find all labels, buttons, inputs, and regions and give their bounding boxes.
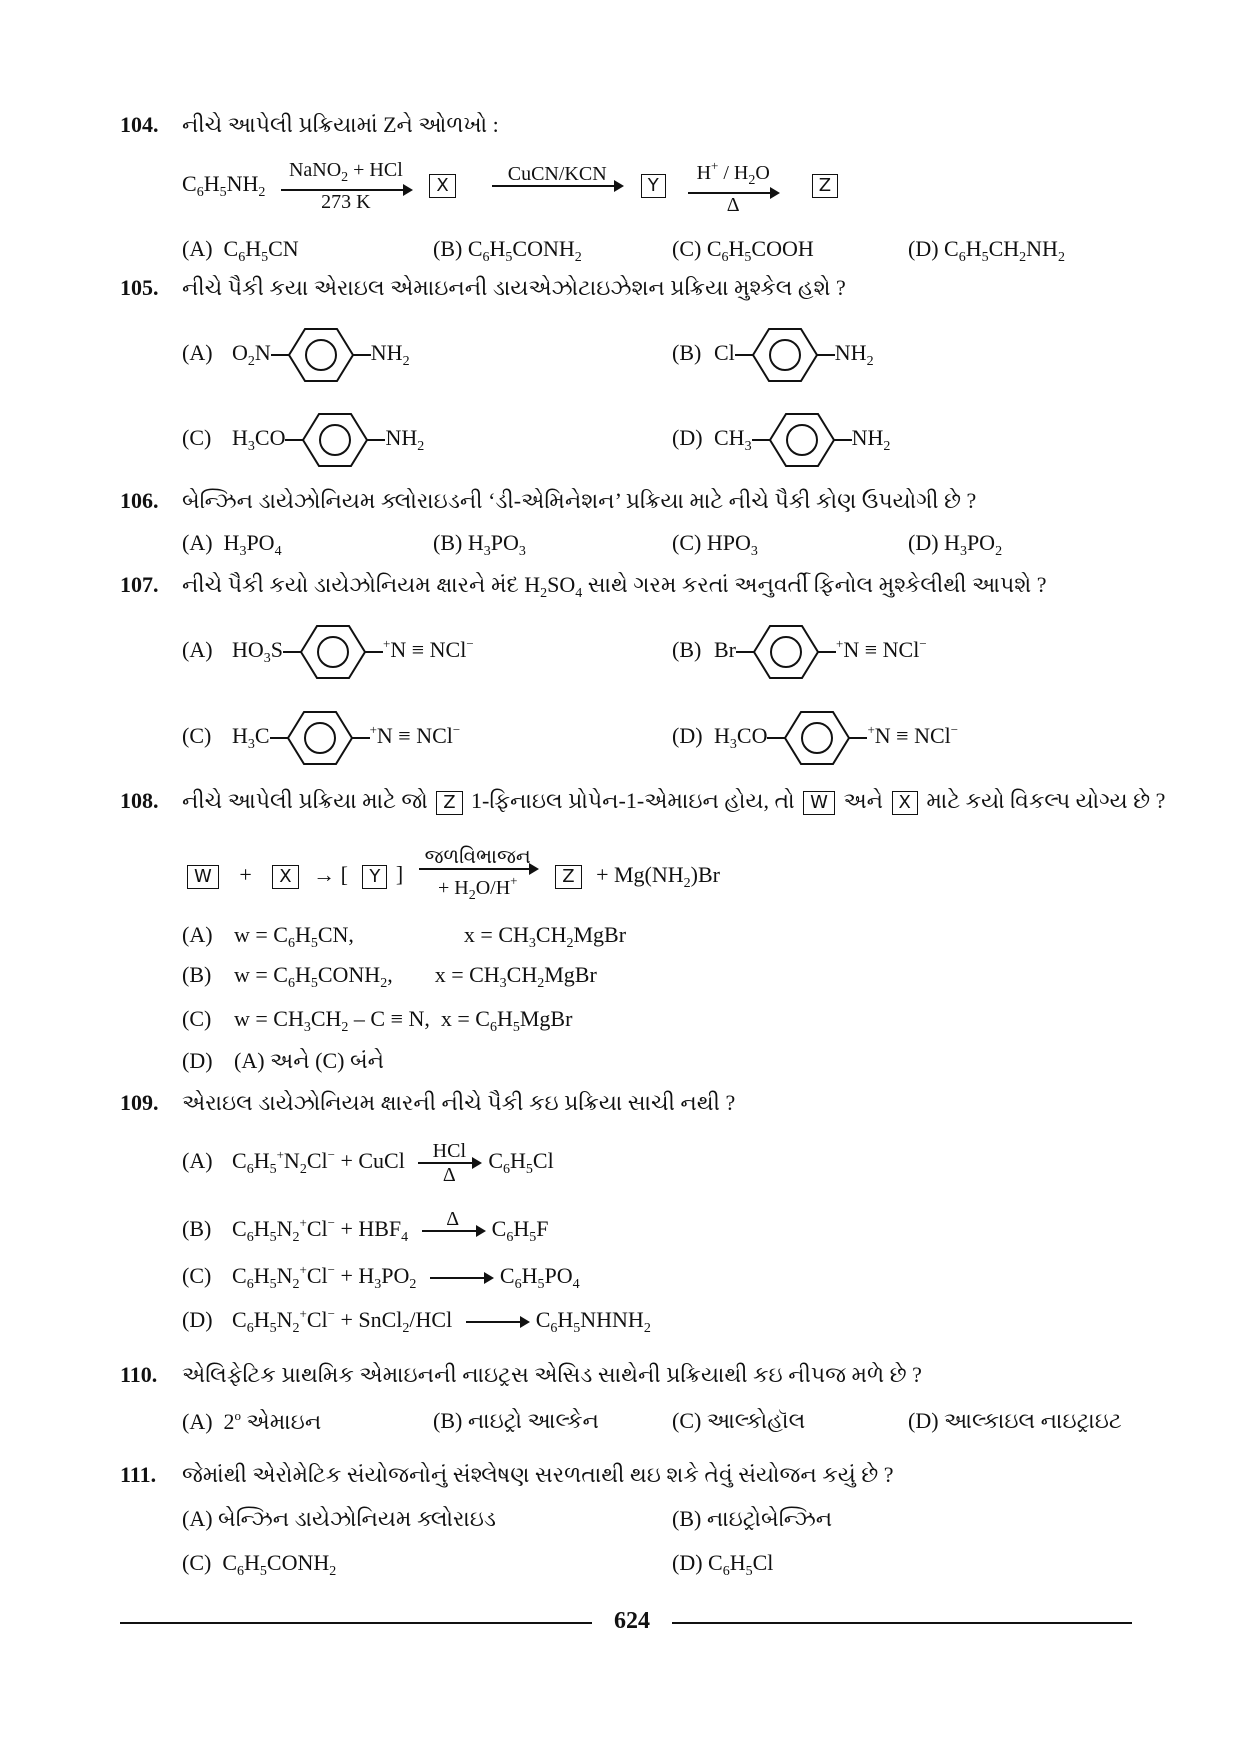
- arrow-reagent-top: NaNO$_2$ + HCl: [288, 158, 403, 185]
- benzene-ring-icon: [767, 708, 867, 768]
- box-w: W: [803, 791, 835, 815]
- option-a[interactable]: (A) બેન્ઝિન ડાયેઝોનિયમ ક્લોરાઇડ: [182, 1506, 496, 1531]
- option-b[interactable]: (B) Cl $NH_2$: [672, 325, 874, 385]
- option-b[interactable]: (B) Br +N ≡ NCl−: [672, 622, 927, 682]
- reaction-scheme-108: W + X → [ Y ] જળવિભાજન + $H_2O/H^+$ $Z + Mg(NH_2)Br$: [184, 846, 720, 907]
- arrow-condition-bottom: Δ: [726, 194, 740, 216]
- option-b[interactable]: (B) નાઇટ્રોબેન્ઝિન: [672, 1506, 833, 1531]
- question-text: એલિફેટિક પ્રાથમિક એમાઇનની નાઇટ્રસ એસિડ સાથેની પ્રક્રિયાથી કઇ નીપજ મળે છે ?: [182, 1362, 922, 1387]
- arrow-reagent-top: CuCN/KCN: [507, 162, 607, 185]
- reaction-arrow: [492, 163, 622, 209]
- box-y: Y: [641, 174, 666, 198]
- option-c[interactable]: (C) $C_6H_5COOH$: [672, 236, 814, 265]
- question-number: 104.: [120, 112, 159, 137]
- box-w: W: [187, 865, 219, 889]
- question-number: 107.: [120, 572, 159, 597]
- option-d[interactable]: (D) $H_3CO$ +N ≡ NCl−: [672, 708, 958, 768]
- reactant: $C_6H_5NH_2$: [182, 170, 266, 200]
- box-z: Z: [555, 865, 581, 889]
- benzene-ring-icon: [285, 410, 385, 470]
- option-c[interactable]: (C) $C_6H_5N_2^+Cl^- + H_3PO_2$ $C_6H_5PO_4$: [182, 1262, 580, 1292]
- benzene-ring-icon: [736, 622, 836, 682]
- box-x: X: [429, 174, 455, 198]
- reaction-arrow: Δ: [422, 1208, 484, 1254]
- option-c[interactable]: (C) $w = CH_3CH_2 - C \equiv N$, $x = C_6H_5MgBr$: [182, 1006, 573, 1035]
- option-b[interactable]: (B) $H_3PO_3$: [433, 530, 526, 559]
- benzene-ring-icon: [271, 325, 371, 385]
- page-number: 624: [614, 1608, 650, 1634]
- option-c[interactable]: (C) $H_3C$ +N ≡ NCl−: [182, 708, 460, 768]
- option-b[interactable]: (B) નાઇટ્રો આલ્કેન: [433, 1408, 599, 1433]
- box-x: X: [272, 865, 298, 889]
- question-text: બેન્ઝિન ડાયેઝોનિયમ ક્લોરાઇડની ‘ડી-એમિનેશન’ પ્રક્રિયા માટે નીચે પૈકી કોણ ઉપયોગી છે ?: [182, 488, 977, 513]
- footer-rule-right: [672, 1622, 1132, 1624]
- reaction-arrow: [430, 1277, 492, 1279]
- question-number: 105.: [120, 275, 159, 300]
- option-d[interactable]: (D) $C_6H_5N_2^+Cl^-$ + SnCl$_2$/HCl $C_6H_5NHNH_2$: [182, 1306, 651, 1336]
- benzene-ring-icon: [735, 325, 835, 385]
- question-text: એરાઇલ ડાયેઝોનિયમ ક્ષારની નીચે પૈકી કઇ પ્રક્રિયા સાચી નથી ?: [182, 1090, 736, 1115]
- reaction-arrow: [419, 846, 537, 907]
- option-a[interactable]: (A) $O_2N$ $NH_2$: [182, 325, 410, 385]
- question-text: નીચે આપેલી પ્રક્રિયા માટે જો Z 1-ફિનાઇલ પ્રોપેન-1-એમાઇન હોય, તો W અને X માટે કયો વિકલ્પ યોગ્ય છે ?: [182, 788, 1166, 813]
- option-a[interactable]: (A) $HO_3S$ +N ≡ NCl−: [182, 622, 474, 682]
- box-z: Z: [812, 174, 838, 198]
- option-d[interactable]: (D) $H_3PO_2$: [908, 530, 1003, 559]
- option-b[interactable]: (B) $C_6H_5N_2^+Cl^- + HBF_4$ Δ $C_6H_5F$: [182, 1208, 549, 1254]
- option-d[interactable]: (D) આલ્કાઇલ નાઇટ્રાઇટ: [908, 1408, 1122, 1433]
- question-number: 108.: [120, 788, 159, 813]
- question-text: જેમાંથી એરોમેટિક સંયોજનોનું સંશ્લેષણ સરળતાથી થઇ શકે તેવું સંયોજન કયું છે ?: [182, 1462, 894, 1487]
- option-c[interactable]: (C) $C_6H_5CONH_2$: [182, 1550, 337, 1579]
- box-x: X: [892, 791, 918, 815]
- option-a[interactable]: (A) 2$^o$ એમાઇન: [182, 1408, 322, 1434]
- option-c[interactable]: (C) આલ્કોહૉલ: [672, 1408, 806, 1433]
- benzene-ring-icon: [752, 410, 852, 470]
- option-d[interactable]: (D) (A) અને (C) બંને: [182, 1048, 385, 1073]
- question-text: નીચે પૈકી કયા એરાઇલ એમાઇનની ડાયએઝોટાઇઝેશન પ્રક્રિયા મુશ્કેલ હશે ?: [182, 275, 846, 300]
- option-a[interactable]: (A) $C_6H_5CN$: [182, 236, 299, 265]
- reaction-arrow: [688, 155, 778, 216]
- option-c[interactable]: (C) $H_3CO$ $NH_2$: [182, 410, 424, 470]
- question-text: નીચે પૈકી કયો ડાયેઝોનિયમ ક્ષારને મંદ $H_2SO_4$ સાથે ગરમ કરતાં અનુવર્તી ફિનોલ મુશ્કેલીથી આપશે ?: [182, 572, 1047, 601]
- arrow-reagent-top: $H^+ / H_2O$: [696, 158, 770, 188]
- box-z: Z: [436, 791, 462, 815]
- question-text: નીચે આપેલી પ્રક્રિયામાં Zને ઓળખો :: [182, 112, 499, 137]
- question-number: 109.: [120, 1090, 159, 1115]
- benzene-ring-icon: [270, 708, 370, 768]
- reaction-arrow: [281, 159, 411, 213]
- option-a[interactable]: (A) $H_3PO_4$: [182, 530, 282, 559]
- question-number: 106.: [120, 488, 159, 513]
- option-d[interactable]: (D) $C_6H_5CH_2NH_2$: [908, 236, 1065, 265]
- option-b[interactable]: (B) $w = C_6H_5CONH_2$, $x = CH_3CH_2MgBr$: [182, 962, 597, 991]
- footer-rule-left: [120, 1622, 592, 1624]
- arrow-condition-bottom: 273 K: [321, 190, 371, 213]
- option-c[interactable]: (C) $HPO_3$: [672, 530, 758, 559]
- question-number: 110.: [120, 1362, 158, 1387]
- option-a[interactable]: (A) $w = C_6H_5CN$, $x = CH_3CH_2MgBr$: [182, 922, 627, 951]
- arrow-condition-bottom: + $H_2O/H^+$: [437, 873, 518, 903]
- reaction-arrow: HCl Δ: [418, 1140, 480, 1186]
- option-d[interactable]: (D) $C_6H_5Cl$: [672, 1550, 774, 1579]
- reaction-arrow: [466, 1321, 528, 1323]
- arrow-reagent-top: જળવિભાજન: [424, 846, 531, 868]
- option-d[interactable]: (D) $CH_3$ $NH_2$: [672, 410, 890, 470]
- question-number: 111.: [120, 1462, 157, 1487]
- reaction-scheme-104: [182, 155, 841, 216]
- box-y: Y: [362, 865, 387, 889]
- benzene-ring-icon: [283, 622, 383, 682]
- option-a[interactable]: (A) $C_6H_5^+N_2Cl^-$ + CuCl HCl Δ $C_6H_5Cl$: [182, 1140, 554, 1186]
- option-b[interactable]: (B) $C_6H_5CONH_2$: [433, 236, 582, 265]
